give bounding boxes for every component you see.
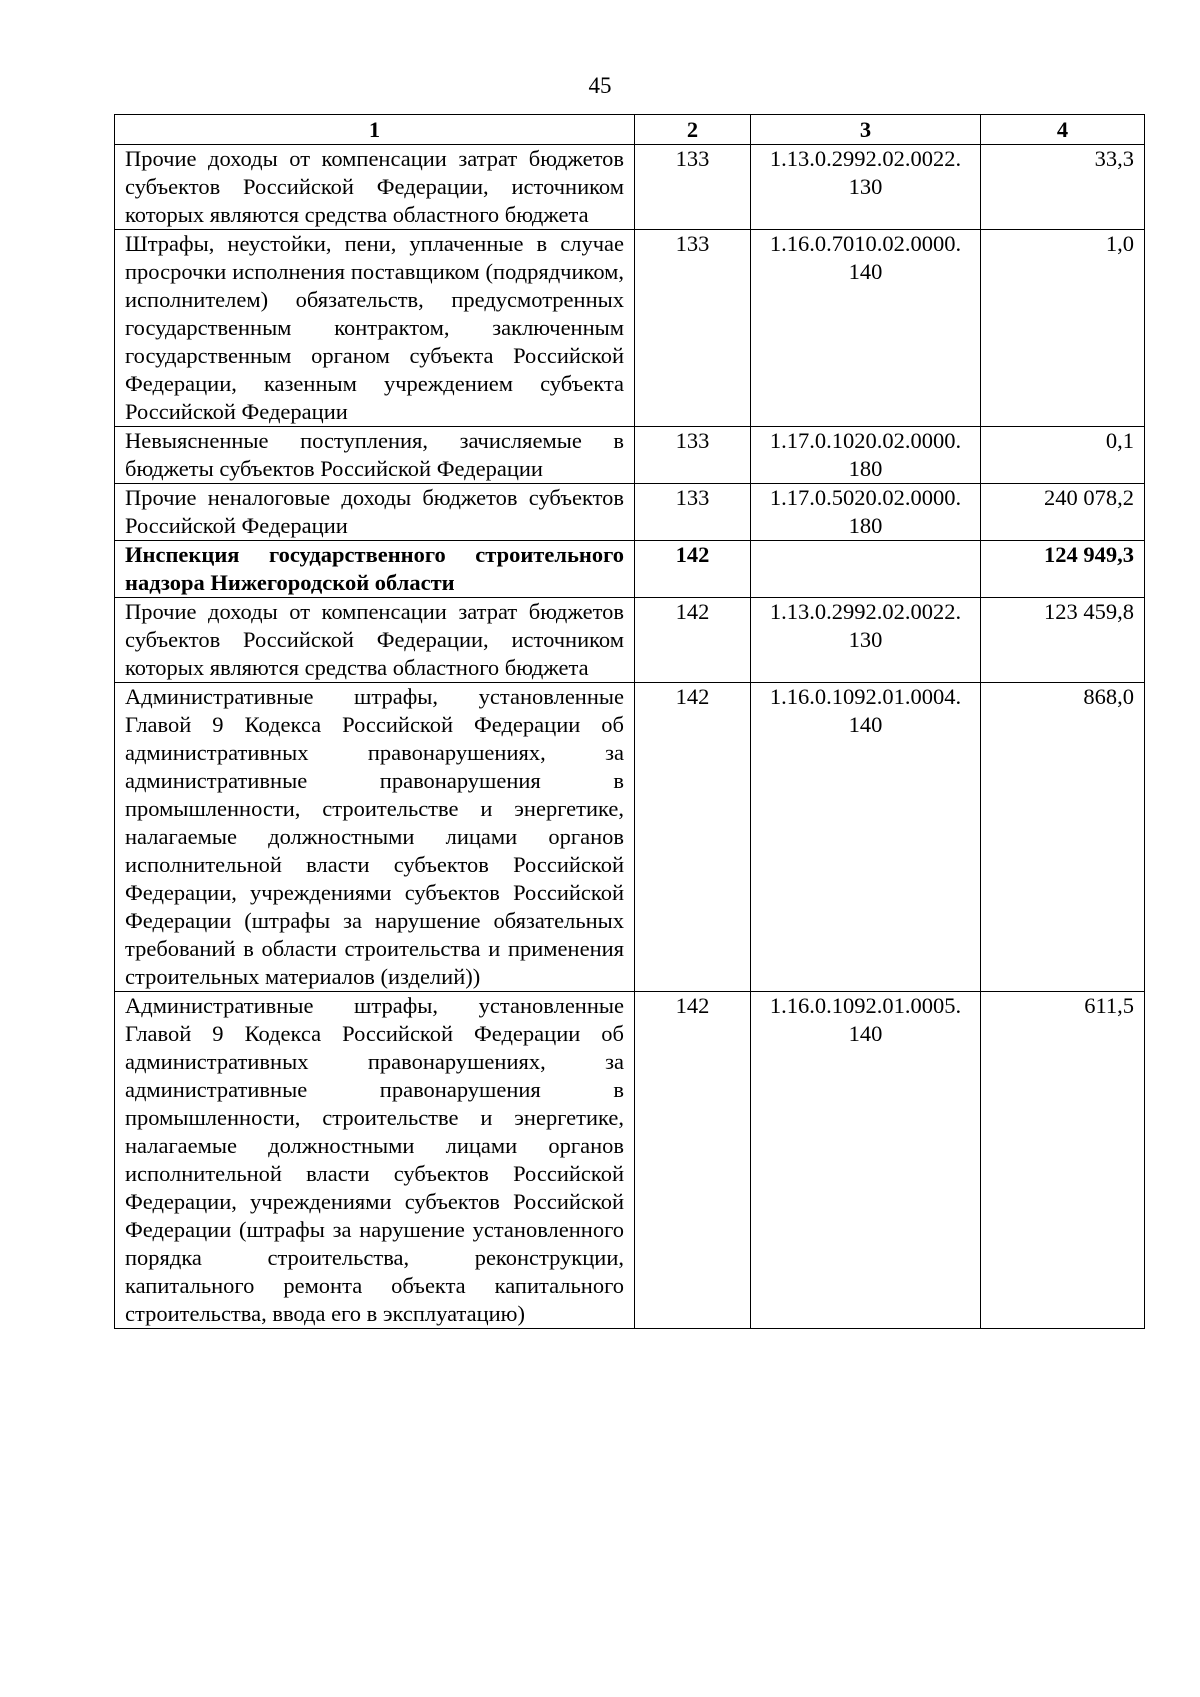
table-row bbox=[115, 683, 1145, 992]
kbk-line-2: 180 bbox=[848, 456, 883, 481]
row-description: Административные штрафы, установленные Главой 9 Кодекса Российской Федерации об административных правонарушениях, за административные правонарушения в промышленности, строительстве и энергетике, налагаемые должностными лицами органов исполнительной власти субъектов Российской Федерации, учреждениями субъектов Российской Федерации (штрафы за нарушение установленного порядка строительства, реконструкции, капитального ремонта объекта капитального строительства, ввода его в эксплуатацию) bbox=[115, 992, 635, 1329]
table-row bbox=[115, 484, 1145, 541]
kbk-line-1: 1.13.0.2992.02.0022. bbox=[769, 599, 962, 624]
row-kbk bbox=[751, 541, 981, 598]
header-col-2: 2 bbox=[635, 115, 751, 145]
kbk-line-1: 1.17.0.1020.02.0000. bbox=[769, 428, 962, 453]
table-header-row bbox=[115, 115, 1145, 145]
row-amount: 868,0 bbox=[981, 683, 1145, 992]
row-kbk bbox=[751, 145, 981, 230]
kbk-line-2: 140 bbox=[848, 1021, 883, 1046]
row-description: Прочие доходы от компенсации затрат бюджетов субъектов Российской Федерации, источником которых являются средства областного бюджета bbox=[115, 598, 635, 683]
row-description: Прочие доходы от компенсации затрат бюджетов субъектов Российской Федерации, источником которых являются средства областного бюджета bbox=[115, 145, 635, 230]
row-amount: 123 459,8 bbox=[981, 598, 1145, 683]
kbk-line-2: 130 bbox=[848, 174, 883, 199]
kbk-line-1: 1.16.0.1092.01.0005. bbox=[769, 993, 962, 1018]
kbk-line-2: 130 bbox=[848, 627, 883, 652]
page-number: 45 bbox=[588, 73, 612, 98]
row-kbk bbox=[751, 683, 981, 992]
row-description: Штрафы, неустойки, пени, уплаченные в случае просрочки исполнения поставщиком (подрядчиком, исполнителем) обязательств, предусмотренных государственным контрактом, заключенным государственным органом субъекта Российской Федерации, казенным учреждением субъекта Российской Федерации bbox=[115, 230, 635, 427]
kbk-line-1: 1.13.0.2992.02.0022. bbox=[769, 146, 962, 171]
table-body bbox=[115, 145, 1145, 1329]
table-row bbox=[115, 230, 1145, 427]
row-admin-code: 133 bbox=[635, 427, 751, 484]
row-admin-code: 133 bbox=[635, 230, 751, 427]
kbk-line-2: 140 bbox=[848, 712, 883, 737]
row-description: Прочие неналоговые доходы бюджетов субъектов Российской Федерации bbox=[115, 484, 635, 541]
row-admin-code: 142 bbox=[635, 598, 751, 683]
header-col-4: 4 bbox=[981, 115, 1145, 145]
row-amount: 124 949,3 bbox=[981, 541, 1145, 598]
header-col-3: 3 bbox=[751, 115, 981, 145]
row-description: Административные штрафы, установленные Главой 9 Кодекса Российской Федерации об административных правонарушениях, за административные правонарушения в промышленности, строительстве и энергетике, налагаемые должностными лицами органов исполнительной власти субъектов Российской Федерации, учреждениями субъектов Российской Федерации (штрафы за нарушение обязательных требований в области строительства и применения строительных материалов (изделий)) bbox=[115, 683, 635, 992]
kbk-line-1: 1.16.0.1092.01.0004. bbox=[769, 684, 962, 709]
revenue-table bbox=[114, 114, 1145, 1329]
row-kbk bbox=[751, 992, 981, 1329]
row-amount: 1,0 bbox=[981, 230, 1145, 427]
row-admin-code: 142 bbox=[635, 683, 751, 992]
row-description: Невыясненные поступления, зачисляемые в бюджеты субъектов Российской Федерации bbox=[115, 427, 635, 484]
kbk-line-1: 1.16.0.7010.02.0000. bbox=[769, 231, 962, 256]
row-admin-code: 133 bbox=[635, 145, 751, 230]
row-admin-code: 142 bbox=[635, 541, 751, 598]
table-row bbox=[115, 541, 1145, 598]
table-row bbox=[115, 992, 1145, 1329]
table-row bbox=[115, 145, 1145, 230]
row-kbk bbox=[751, 598, 981, 683]
row-kbk bbox=[751, 484, 981, 541]
header-col-1: 1 bbox=[115, 115, 635, 145]
row-amount: 33,3 bbox=[981, 145, 1145, 230]
row-description: Инспекция государственного строительного надзора Нижегородской области bbox=[115, 541, 635, 598]
table-row bbox=[115, 598, 1145, 683]
kbk-line-1: 1.17.0.5020.02.0000. bbox=[769, 485, 962, 510]
row-amount: 0,1 bbox=[981, 427, 1145, 484]
row-admin-code: 133 bbox=[635, 484, 751, 541]
row-kbk bbox=[751, 230, 981, 427]
row-admin-code: 142 bbox=[635, 992, 751, 1329]
row-kbk bbox=[751, 427, 981, 484]
kbk-line-2: 140 bbox=[848, 259, 883, 284]
table-row bbox=[115, 427, 1145, 484]
kbk-line-2: 180 bbox=[848, 513, 883, 538]
row-amount: 240 078,2 bbox=[981, 484, 1145, 541]
row-amount: 611,5 bbox=[981, 992, 1145, 1329]
